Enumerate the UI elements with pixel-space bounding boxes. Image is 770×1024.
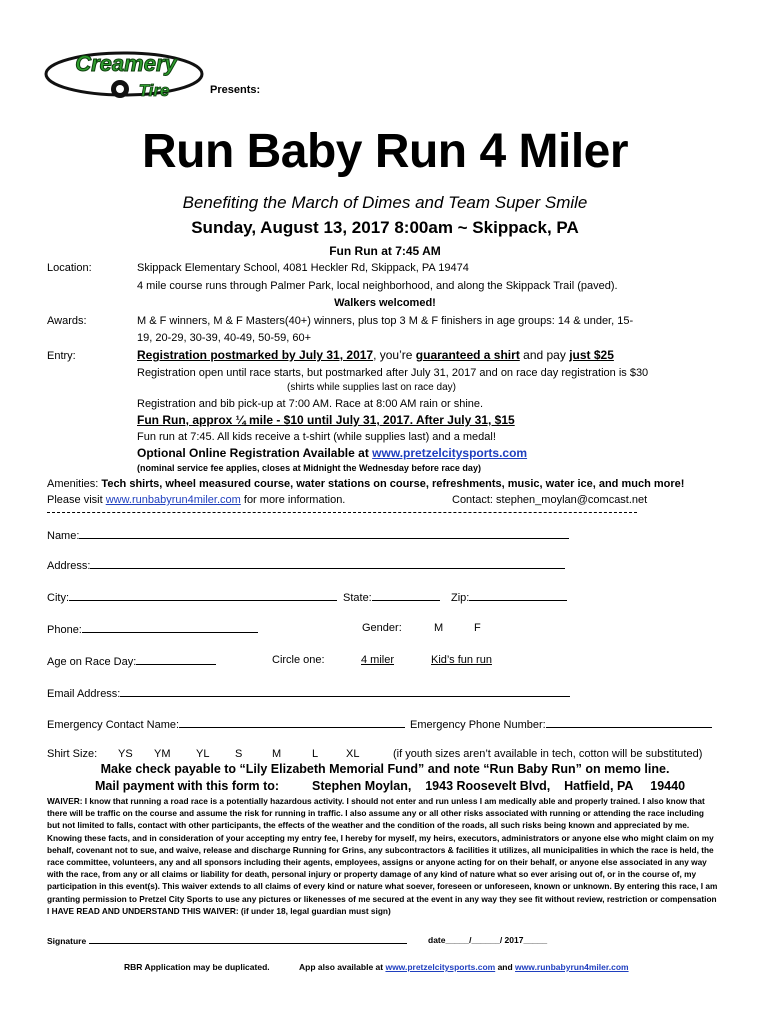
email-line[interactable] xyxy=(120,686,570,697)
shirt-note: (if youth sizes aren’t available in tech, cotton will be substituted) xyxy=(393,748,703,760)
online-note: (nominal service fee applies, closes at Midnight the Wednesday before race day) xyxy=(137,463,481,473)
visit-pre: Please visit xyxy=(47,494,106,506)
age-line[interactable] xyxy=(136,654,216,665)
presents-label: Presents: xyxy=(210,84,261,96)
location-label: Location: xyxy=(47,262,92,274)
emergency-phone-line[interactable] xyxy=(546,717,712,728)
duplication-note: RBR Application may be duplicated. xyxy=(124,962,270,972)
awards-line1: M & F winners, M & F Masters(40+) winners, plus top 3 M & F finishers in age groups: 14 & under, 15- xyxy=(137,315,634,327)
dashed-divider xyxy=(47,512,637,513)
city-label: City: xyxy=(47,592,69,604)
funrun-desc-line: Fun run at 7:45. All kids receive a t-shirt (while supplies last) and a medal! xyxy=(137,431,496,443)
runbabyrun-link[interactable]: www.runbabyrun4miler.com xyxy=(105,494,241,506)
name-label: Name: xyxy=(47,530,80,542)
emergency-phone-field[interactable] xyxy=(410,717,712,731)
zip-line[interactable] xyxy=(469,590,567,601)
funrun-time: Fun Run at 7:45 AM xyxy=(329,244,441,258)
option-4-miler[interactable]: 4 miler xyxy=(361,654,395,666)
emergency-name-field[interactable] xyxy=(47,717,405,731)
zip-field[interactable] xyxy=(451,590,567,604)
online-registration-label: Optional Online Registration Available at xyxy=(137,446,373,460)
date-field[interactable]: date_____/______/ 2017_____ xyxy=(428,935,548,945)
registration-and: and pay xyxy=(519,348,570,362)
phone-line[interactable] xyxy=(82,622,258,633)
size-l[interactable]: L xyxy=(312,748,319,760)
pretzelcitysports-link[interactable]: www.pretzelcitysports.com xyxy=(372,446,528,460)
zip-label: Zip: xyxy=(451,592,470,604)
awards-label: Awards: xyxy=(47,315,87,327)
email-label: Email Address: xyxy=(47,688,121,700)
size-ym[interactable]: YM xyxy=(154,748,171,760)
waiver-text: WAIVER: I know that running a road race is a potentially hazardous activity. I should not enter and run unless I am medically able and properly trained. I also know that there will be traffic on the course and assume the risk for running in traffic. I also assume any or all other risks associated with running or attending the race including but not limited to falls, contact with other participants, the effects of the weather and the condition of the roads, all such risks being known and appreciated by me. Knowing these facts, and in consideration of your accepting my entry fee, I hereby for myself, my heirs, executors, administrators or anyone else who might claim on my behalf, covenant not to sue, and waive, release and discharge Running for Grins, any subcontractors & facilities it utilizes, all municipalities in which the race is held, the race committee, volunteers, any and all sponsors including their agents, employees, assigns or anyone acting for on their behalf, or anyone else associated in any way with the race, from any or all claims or liability for death, personal injury or property damage of any kind of nature what so ever arising out of, or in the course of, my participation in this event(s). This waiver extends to all claims of every kind or nature what soever, foreseen or unforeseen, known or unknown. By entering this race, I am granting permission to Pretzel City Sports to use any pictures or likenesses of me secured at the event in any way they see fit without review, restriction or compensation I HAVE READ AND UNDERSTAND THIS WAIVER: (if under 18, legal guardian must sign) xyxy=(47,796,718,916)
logo-text-creamery: Creamery xyxy=(75,51,177,76)
footer-pretzelcitysports-link[interactable]: www.pretzelcitysports.com xyxy=(385,962,496,972)
footer-runbabyrun-link[interactable]: www.runbabyrun4miler.com xyxy=(515,962,629,972)
state-line[interactable] xyxy=(372,590,440,601)
address-label: Address: xyxy=(47,560,91,572)
entry-label: Entry: xyxy=(47,350,76,362)
registration-text: , you’re xyxy=(373,348,416,362)
guaranteed-shirt: guaranteed a shirt xyxy=(415,348,520,362)
signature-field[interactable] xyxy=(47,935,407,946)
size-ys[interactable]: YS xyxy=(118,748,133,760)
address-line[interactable] xyxy=(90,558,565,569)
event-dateline: Sunday, August 13, 2017 8:00am ~ Skippack, PA xyxy=(191,218,579,237)
state-field[interactable] xyxy=(343,590,440,604)
registration-deadline: Registration postmarked by July 31, 2017 xyxy=(137,348,374,362)
signature-line[interactable] xyxy=(89,935,407,944)
emergency-name-line[interactable] xyxy=(179,717,405,728)
name-field[interactable] xyxy=(47,528,569,542)
gender-f-option[interactable]: F xyxy=(474,622,481,634)
event-title: Run Baby Run 4 Miler xyxy=(141,125,629,178)
gender-label: Gender: xyxy=(362,622,402,634)
logo-text-tire: Tire xyxy=(138,81,170,100)
walkers-welcomed: Walkers welcomed! xyxy=(334,297,436,309)
emergency-name-label: Emergency Contact Name: xyxy=(47,719,180,731)
visit-line xyxy=(47,494,345,506)
amenities-label: Amenities: xyxy=(47,478,102,490)
event-subtitle: Benefiting the March of Dimes and Team Super Smile xyxy=(182,193,588,212)
shirt-size-label: Shirt Size: xyxy=(47,748,98,760)
name-line[interactable] xyxy=(79,528,569,539)
size-s[interactable]: S xyxy=(235,748,243,760)
app-available-pre: App also available at xyxy=(299,962,386,972)
phone-label: Phone: xyxy=(47,624,82,636)
check-payable-line: Make check payable to “Lily Elizabeth Memorial Fund” and note “Run Baby Run” on memo line. xyxy=(100,762,670,776)
option-kids-fun-run[interactable]: Kid’s fun run xyxy=(431,654,492,666)
entry-registration-line xyxy=(137,348,614,362)
registration-open-line: Registration open until race starts, but postmarked after July 31, 2017 and on race day registration is $30 xyxy=(137,367,649,379)
address-field[interactable] xyxy=(47,558,565,572)
emergency-phone-label: Emergency Phone Number: xyxy=(410,719,546,731)
age-field[interactable] xyxy=(47,654,216,668)
size-m[interactable]: M xyxy=(272,748,282,760)
visit-post: for more information. xyxy=(240,494,346,506)
size-xl[interactable]: XL xyxy=(346,748,360,760)
phone-field[interactable] xyxy=(47,622,258,636)
amenities-line xyxy=(47,478,684,490)
city-line[interactable] xyxy=(69,590,337,601)
shirts-supplies-line: (shirts while supplies last on race day) xyxy=(287,382,456,393)
gender-m-option[interactable]: M xyxy=(434,622,444,634)
state-label: State: xyxy=(343,592,372,604)
mail-address: Stephen Moylan, 1943 Roosevelt Blvd, Hatfield, PA 19440 xyxy=(312,779,686,793)
creamery-tire-logo xyxy=(44,44,208,104)
app-available-and: and xyxy=(495,962,516,972)
online-registration-line xyxy=(137,446,527,460)
location-line2: 4 mile course runs through Palmer Park, local neighborhood, and along the Skippack Trail (paved). xyxy=(137,280,618,292)
location-line1: Skippack Elementary School, 4081 Heckler Rd, Skippack, PA 19474 xyxy=(137,262,469,274)
contact-email: Contact: stephen_moylan@comcast.net xyxy=(452,494,648,506)
email-field[interactable] xyxy=(47,686,570,700)
registration-price: just $25 xyxy=(569,348,614,362)
awards-line2: 19, 20-29, 30-39, 40-49, 50-59, 60+ xyxy=(137,332,311,344)
funrun-price-line: Fun Run, approx ¼ mile - $10 until July 31, 2017. After July 31, $15 xyxy=(137,413,515,427)
pickup-line: Registration and bib pick-up at 7:00 AM. Race at 8:00 AM rain or shine. xyxy=(137,398,484,410)
city-field[interactable] xyxy=(47,590,337,604)
signature-label: Signature xyxy=(47,936,87,946)
age-label: Age on Race Day: xyxy=(47,656,137,668)
circle-one-label: Circle one: xyxy=(272,654,325,666)
size-yl[interactable]: YL xyxy=(196,748,210,760)
amenities-text: Tech shirts, wheel measured course, water stations on course, refreshments, music, water ice, and much more! xyxy=(101,478,685,490)
mail-payment-label: Mail payment with this form to: xyxy=(95,779,280,793)
app-available-line xyxy=(299,962,629,972)
